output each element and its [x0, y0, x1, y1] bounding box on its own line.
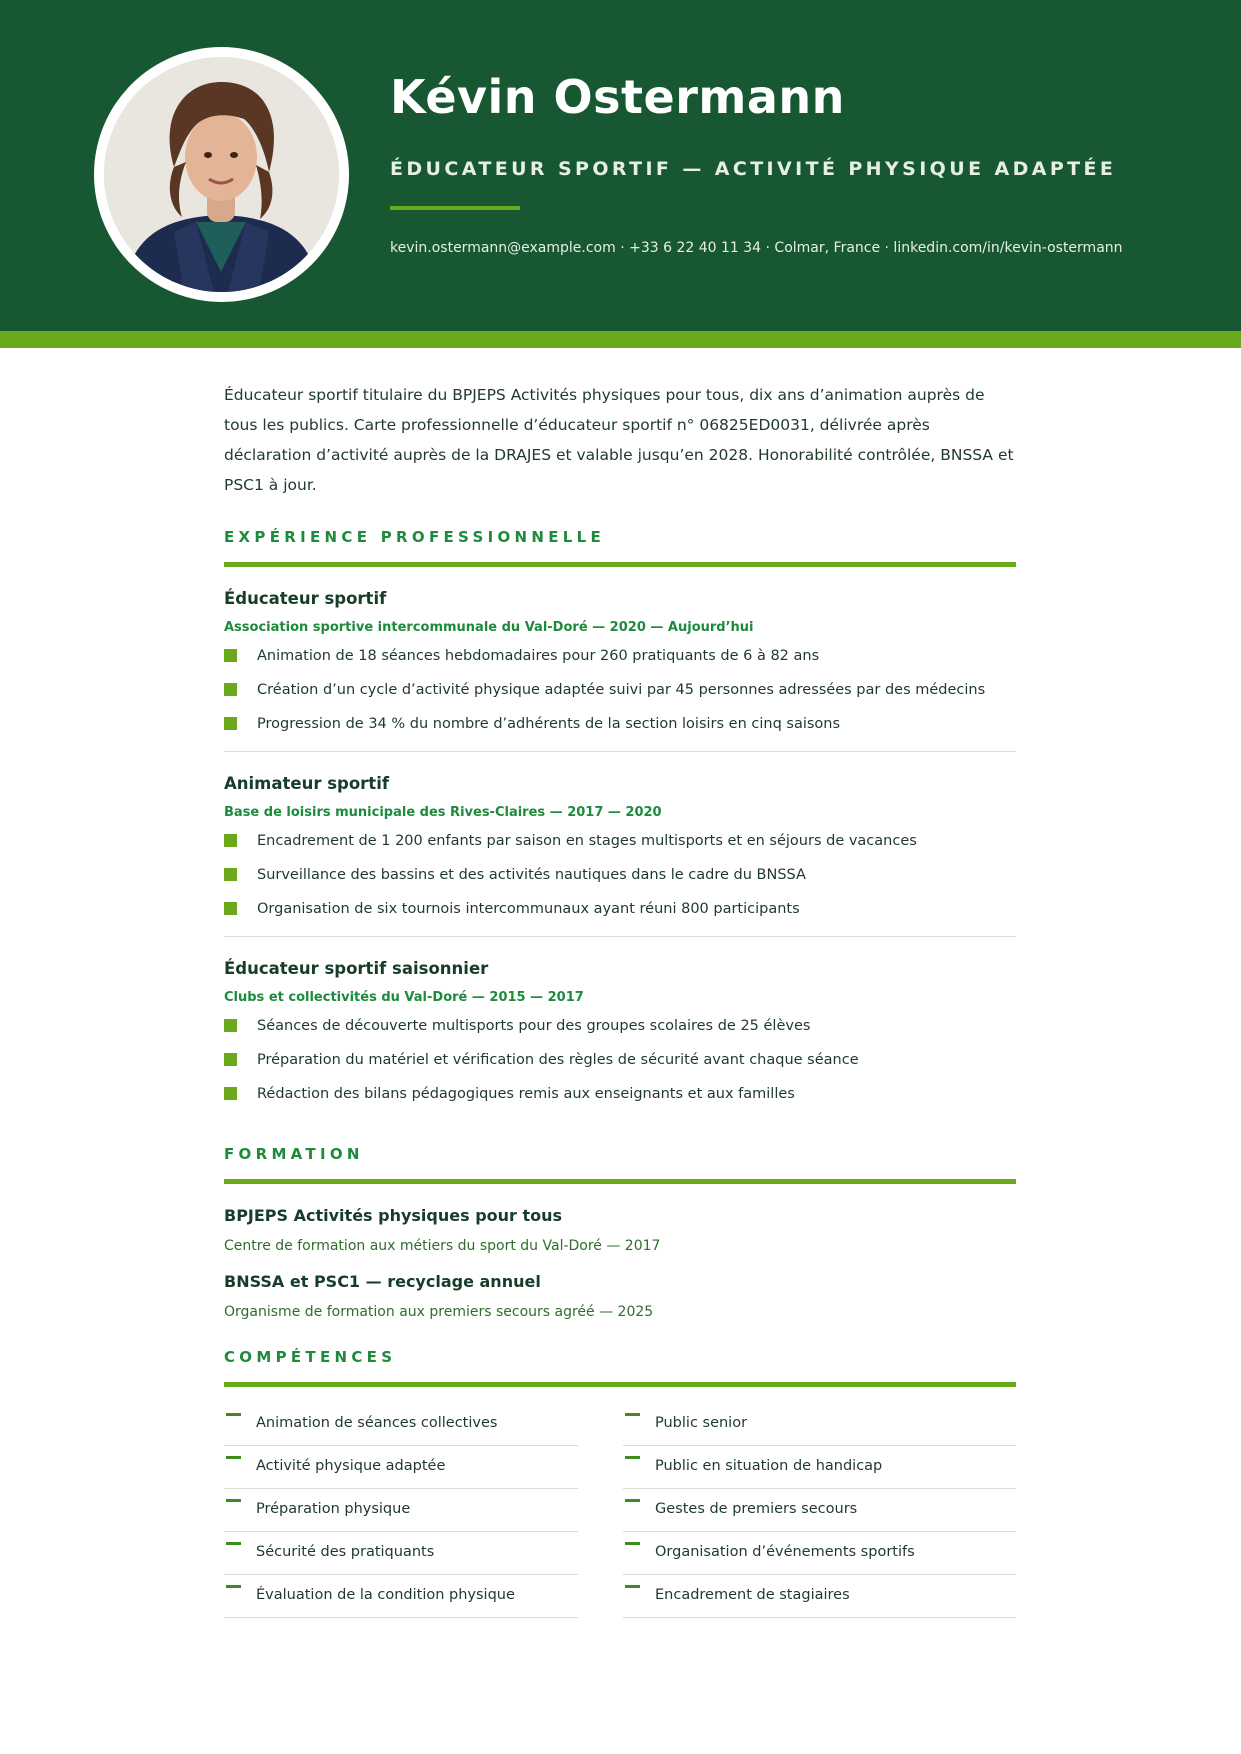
skills-grid [224, 1403, 1016, 1618]
bullet-square-icon [224, 1053, 237, 1066]
dash-icon [625, 1456, 640, 1459]
achievement-item: Séances de découverte multisports pour des groupes scolaires de 25 élèves [224, 1015, 1016, 1049]
job-achievements [224, 1015, 1016, 1117]
achievement-item: Encadrement de 1 200 enfants par saison en stages multisports et en séjours de vacances [224, 830, 1016, 864]
achievement-item: Animation de 18 séances hebdomadaires pour 260 pratiquants de 6 à 82 ans [224, 645, 1016, 679]
job-title: Animateur sportif [224, 774, 390, 793]
achievement-item: Progression de 34 % du nombre d’adhérents de la section loisirs en cinq saisons [224, 713, 1016, 747]
achievement-item: Création d’un cycle d’activité physique adaptée suivi par 45 personnes adressées par des médecins [224, 679, 1016, 713]
education-entry [224, 1206, 1016, 1254]
section-title-experience: EXPÉRIENCE PROFESSIONNELLE [224, 528, 606, 546]
job-employer-dates: Clubs et collectivités du Val-Doré — 2015 — 2017 [224, 990, 584, 1005]
dash-icon [226, 1542, 241, 1545]
candidate-name: Kévin Ostermann [390, 70, 845, 124]
contact-line: kevin.ostermann@example.com · +33 6 22 40 11 34 · Colmar, France · linkedin.com/in/kevin-ostermann [390, 240, 1123, 256]
achievement-item: Surveillance des bassins et des activités nautiques dans le cadre du BNSSA [224, 864, 1016, 898]
skill-item: Préparation physique [224, 1489, 578, 1532]
header-accent-stripe [0, 331, 1241, 348]
job-headline: ÉDUCATEUR SPORTIF — ACTIVITÉ PHYSIQUE ADAPTÉE [390, 158, 1117, 180]
job-title: Éducateur sportif [224, 589, 387, 608]
profile-summary: Éducateur sportif titulaire du BPJEPS Activités physiques pour tous, dix ans d’animation auprès de tous les publics. Carte professionnelle d’éducateur sportif n° 06825ED0031, délivrée après déclaration d’activité auprès de la DRAJES et valable jusqu’en 2028. Honorabilité contrôlée, BNSSA et PSC1 à jour. [224, 386, 1014, 494]
skills-column-right [623, 1403, 1016, 1618]
bullet-square-icon [224, 683, 237, 696]
bullet-square-icon [224, 1087, 237, 1100]
dash-icon [226, 1499, 241, 1502]
skill-item: Évaluation de la condition physique [224, 1575, 578, 1618]
dash-icon [226, 1413, 241, 1416]
job-achievements [224, 830, 1016, 932]
job-employer-dates: Base de loisirs municipale des Rives-Claires — 2017 — 2020 [224, 805, 662, 820]
dash-icon [625, 1585, 640, 1588]
section-title-education: FORMATION [224, 1145, 364, 1163]
job-title: Éducateur sportif saisonnier [224, 959, 489, 978]
degree-institution: Centre de formation aux métiers du sport du Val-Doré — 2017 [224, 1238, 661, 1254]
portrait-photo [104, 57, 339, 292]
job-entry [224, 567, 1016, 752]
dash-icon [625, 1499, 640, 1502]
dash-icon [625, 1542, 640, 1545]
achievement-item: Organisation de six tournois intercommunaux ayant réuni 800 participants [224, 898, 1016, 932]
dash-icon [625, 1413, 640, 1416]
skill-item: Public en situation de handicap [623, 1446, 1016, 1489]
job-achievements [224, 645, 1016, 747]
section-divider [224, 1179, 1016, 1184]
section-divider [224, 1382, 1016, 1387]
skill-item: Animation de séances collectives [224, 1403, 578, 1446]
headline-divider [390, 206, 520, 210]
skill-item: Organisation d’événements sportifs [623, 1532, 1016, 1575]
bullet-square-icon [224, 834, 237, 847]
section-title-skills: COMPÉTENCES [224, 1348, 397, 1366]
degree-institution: Organisme de formation aux premiers secours agréé — 2025 [224, 1304, 654, 1320]
degree-title: BNSSA et PSC1 — recyclage annuel [224, 1272, 541, 1291]
skill-item: Sécurité des pratiquants [224, 1532, 578, 1575]
skill-item: Encadrement de stagiaires [623, 1575, 1016, 1618]
resume-body [224, 380, 1016, 1618]
skills-column-left [224, 1403, 578, 1618]
degree-title: BPJEPS Activités physiques pour tous [224, 1206, 563, 1225]
dash-icon [226, 1456, 241, 1459]
achievement-item: Rédaction des bilans pédagogiques remis aux enseignants et aux familles [224, 1083, 1016, 1117]
job-employer-dates: Association sportive intercommunale du Val-Doré — 2020 — Aujourd’hui [224, 620, 754, 635]
education-entry [224, 1272, 1016, 1320]
bullet-square-icon [224, 649, 237, 662]
job-entry [224, 937, 1016, 1117]
achievement-item: Préparation du matériel et vérification des règles de sécurité avant chaque séance [224, 1049, 1016, 1083]
bullet-square-icon [224, 868, 237, 881]
bullet-square-icon [224, 1019, 237, 1032]
avatar [104, 57, 339, 292]
skill-item: Gestes de premiers secours [623, 1489, 1016, 1532]
skill-item: Public senior [623, 1403, 1016, 1446]
dash-icon [226, 1585, 241, 1588]
bullet-square-icon [224, 902, 237, 915]
bullet-square-icon [224, 717, 237, 730]
job-entry [224, 752, 1016, 937]
skill-item: Activité physique adaptée [224, 1446, 578, 1489]
